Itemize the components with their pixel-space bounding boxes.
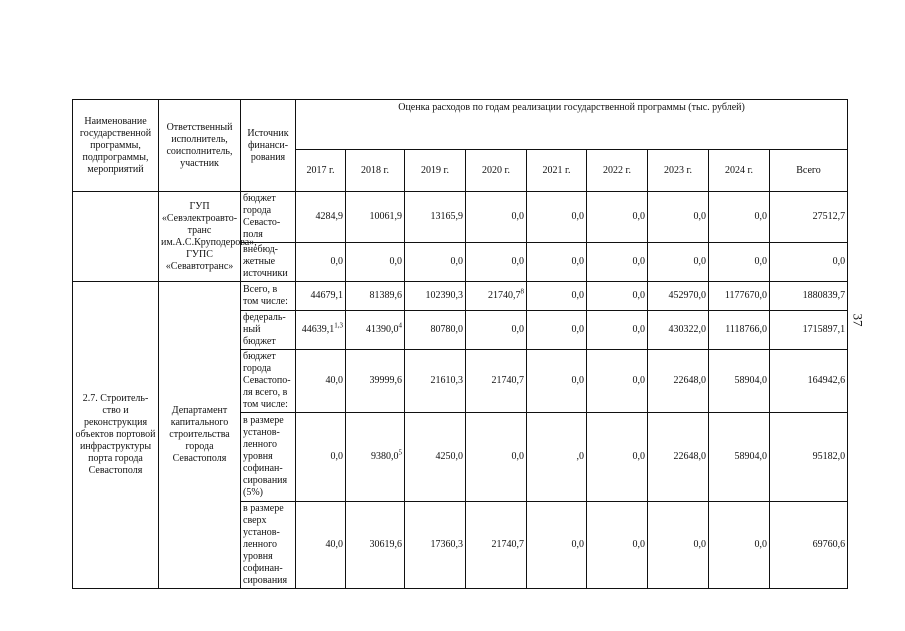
year-header: 2024 г. — [709, 150, 770, 192]
value-cell: 10061,9 — [346, 192, 405, 243]
value-cell: 13165,9 — [405, 192, 466, 243]
value-cell: 0,0 — [709, 243, 770, 282]
value-cell: 0,0 — [527, 282, 587, 311]
header-name: Наименование государственной программы, подпрограммы, мероприятий — [73, 100, 159, 192]
value-cell: 0,0 — [648, 502, 709, 589]
value-cell: 430322,0 — [648, 311, 709, 350]
value-cell: 0,0 — [587, 350, 648, 413]
value-cell: 21740,7 — [466, 502, 527, 589]
footnote-mark: 5 — [398, 448, 402, 457]
table-row — [73, 192, 848, 243]
value-cell: 0,0 — [405, 243, 466, 282]
value-cell: 0,0 — [296, 243, 346, 282]
value-cell: 95182,0 — [770, 413, 848, 502]
value-cell: 0,0 — [587, 192, 648, 243]
value-cell: ,0 — [527, 413, 587, 502]
header-estimate: Оценка расходов по годам реализации государственной программы (тыс. рублей) — [296, 100, 848, 150]
value-cell: 22648,0 — [648, 350, 709, 413]
value-cell: 1118766,0 — [709, 311, 770, 350]
source-cell: бюджет города Севасто-поля — [241, 192, 296, 243]
value-cell: 0,0 — [527, 350, 587, 413]
responsible-cell: Департамент капитального строительства города Севастополя — [159, 282, 241, 589]
value-cell: 0,0 — [527, 311, 587, 350]
value-cell: 1715897,1 — [770, 311, 848, 350]
value-cell: 21610,3 — [405, 350, 466, 413]
value-cell: 0,0 — [466, 192, 527, 243]
header-responsible: Ответственный исполнитель, соисполнитель, участник — [159, 100, 241, 192]
table-row — [73, 282, 848, 311]
header-source: Источник финанси-рования — [241, 100, 296, 192]
year-header: 2022 г. — [587, 150, 648, 192]
value-cell: 0,0 — [466, 243, 527, 282]
year-header: Всего — [770, 150, 848, 192]
value-cell: 40,0 — [296, 350, 346, 413]
value-cell: 44639,1$^{1,3}$ — [296, 311, 346, 350]
value-cell: 102390,3 — [405, 282, 466, 311]
page-number: 37 — [850, 313, 866, 327]
value-cell: 27512,7 — [770, 192, 848, 243]
value-cell: 58904,0 — [709, 413, 770, 502]
value-cell: 0,0 — [587, 282, 648, 311]
value-cell: 17360,3 — [405, 502, 466, 589]
value-cell: 1880839,7 — [770, 282, 848, 311]
value-cell: 58904,0 — [709, 350, 770, 413]
value-cell: 1177670,0 — [709, 282, 770, 311]
value-cell: 452970,0 — [648, 282, 709, 311]
value-cell: 44679,1 — [296, 282, 346, 311]
year-header: 2021 г. — [527, 150, 587, 192]
value-cell: 41390,0$^4$ — [346, 311, 405, 350]
value-cell: 0,0 — [709, 192, 770, 243]
value-cell: 0,0 — [466, 311, 527, 350]
value-cell: 164942,6 — [770, 350, 848, 413]
value-cell: 80780,0 — [405, 311, 466, 350]
year-header: 2017 г. — [296, 150, 346, 192]
value-cell: 0,0 — [346, 243, 405, 282]
value-cell: 21740,7$^8$ — [466, 282, 527, 311]
value-cell: 9380,0$^5$ — [346, 413, 405, 502]
source-cell: внебюд-жетные источники — [241, 243, 296, 282]
value-cell: 81389,6 — [346, 282, 405, 311]
value-cell: 0,0 — [466, 413, 527, 502]
footnote-mark: 8 — [520, 287, 524, 296]
year-header: 2018 г. — [346, 150, 405, 192]
source-cell: бюджет города Севастопо-ля всего, в том числе: — [241, 350, 296, 413]
value-cell: 0,0 — [527, 502, 587, 589]
responsible-cell: ГУП «Севэлектроавто-транс им.А.С.Круподерова», ГУПС «Севавтотранс» — [159, 192, 241, 282]
value-cell: 21740,7 — [466, 350, 527, 413]
value-cell: 0,0 — [648, 243, 709, 282]
value-cell: 40,0 — [296, 502, 346, 589]
value-cell: 4284,9 — [296, 192, 346, 243]
footnote-mark: 1,3 — [334, 321, 343, 330]
value-cell: 30619,6 — [346, 502, 405, 589]
source-cell: в размере установ-ленного уровня софинан-сирования (5%) — [241, 413, 296, 502]
value-cell: 0,0 — [527, 192, 587, 243]
source-cell: Всего, в том числе: — [241, 282, 296, 311]
budget-table — [72, 99, 848, 589]
value-cell: 0,0 — [527, 243, 587, 282]
value-cell: 39999,6 — [346, 350, 405, 413]
value-cell: 0,0 — [587, 243, 648, 282]
value-cell: 0,0 — [587, 502, 648, 589]
source-cell: федераль-ный бюджет — [241, 311, 296, 350]
value-cell: 22648,0 — [648, 413, 709, 502]
value-cell: 0,0 — [770, 243, 848, 282]
value-cell: 0,0 — [587, 413, 648, 502]
year-header: 2023 г. — [648, 150, 709, 192]
value-cell: 0,0 — [296, 413, 346, 502]
program-name-cell: 2.7. Строитель-ство и реконструкция объектов портовой инфраструктуры порта города Севастополя — [73, 282, 159, 589]
source-cell: в размере сверх установ-ленного уровня софинан-сирования — [241, 502, 296, 589]
year-header: 2019 г. — [405, 150, 466, 192]
value-cell: 4250,0 — [405, 413, 466, 502]
value-cell: 69760,6 — [770, 502, 848, 589]
footnote-mark: 4 — [398, 321, 402, 330]
table-body — [73, 100, 848, 589]
program-name-cell — [73, 192, 159, 282]
value-cell: 0,0 — [709, 502, 770, 589]
value-cell: 0,0 — [648, 192, 709, 243]
value-cell: 0,0 — [587, 311, 648, 350]
year-header: 2020 г. — [466, 150, 527, 192]
